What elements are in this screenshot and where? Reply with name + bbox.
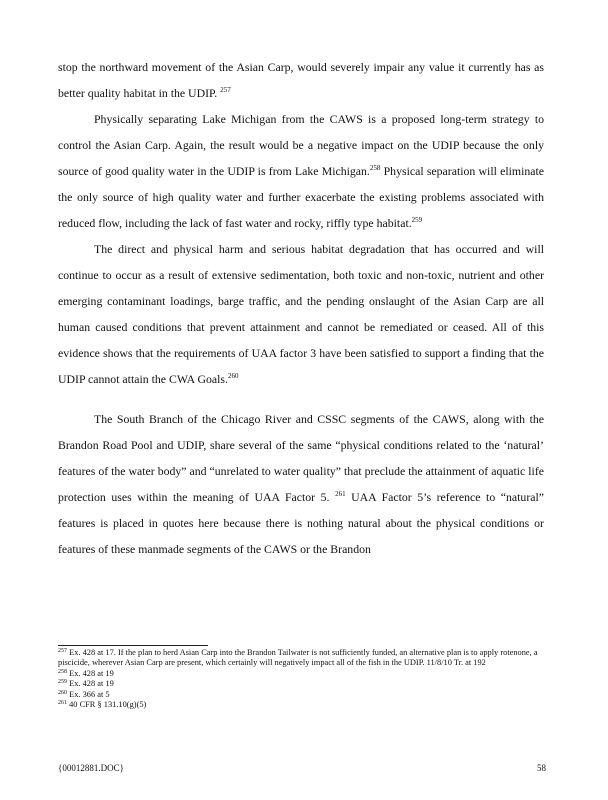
document-id: {00012881.DOC} — [58, 763, 124, 773]
body-text — [58, 54, 544, 562]
footnote-ref-260: 260 — [227, 372, 239, 380]
footnote-divider — [58, 645, 208, 646]
paragraph-1: stop the northward movement of the Asian Carp, would severely impair any value it currently has as better quality habitat in the UDIP. $^{257}$ — [58, 60, 544, 100]
footnote: $^{258}$ Ex. 428 at 19 — [58, 668, 114, 678]
footnotes — [58, 648, 546, 710]
paragraph-2: Physically separating Lake Michigan from the CAWS is a proposed long-term strategy to control the Asian Carp. Again, the result would be a negative impact on the UDIP because the only source of good quality water in the UDIP is from Lake Michigan.$^{258}$ Physical separation will eliminate the only source of high quality water and further exacerbate the existing problems associated with reduced flow, including the lack of fast water and rocky, riffly type habitat.$^{259}$ — [58, 112, 544, 230]
footnote: $^{261}$ 40 CFR § 131.10(g)(5) — [58, 700, 147, 710]
footnote: $^{259}$ Ex. 428 at 19 — [58, 679, 114, 689]
footnote-ref-258: 258 — [369, 164, 381, 172]
footnote: $^{260}$ Ex. 366 at 5 — [58, 689, 110, 699]
footnote-ref-261: 261 — [335, 490, 346, 498]
paragraph-4: The South Branch of the Chicago River and CSSC segments of the CAWS, along with the Brandon Road Pool and UDIP, share several of the same “physical conditions related to the ‘natural’ features of the water body” and “unrelated to water quality” that preclude the attainment of aquatic life protection uses within the meaning of UAA Factor 5. $^{261}$ UAA Factor 5’s reference to “natural” features is placed in quotes here because there is nothing natural about the physical conditions or features of these manmade segments of the CAWS or the Brandon — [58, 412, 544, 556]
footnote-ref-257: 257 — [220, 86, 231, 94]
footnote: $^{257}$ Ex. 428 at 17. If the plan to herd Asian Carp into the Brandon Tailwater is not sufficiently funded, an alternative plan is to apply rotenone, a piscicide, wherever Asian Carp are present, which certainly will negatively impact all of the fish in the UDIP. 11/8/10 Tr. at 192 — [58, 648, 538, 668]
footnote-ref-259: 259 — [411, 216, 423, 224]
page-number: 58 — [537, 763, 546, 773]
paragraph-3: The direct and physical harm and serious habitat degradation that has occurred and will continue to occur as a result of extensive sedimentation, both toxic and non-toxic, nutrient and other emerging contaminant loadings, barge traffic, and the pending onslaught of the Asian Carp are all human caused conditions that prevent attainment and cannot be remediated or ceased. All of this evidence shows that the requirements of UAA factor 3 have been satisfied to support a finding that the UDIP cannot attain the CWA Goals.$^{260}$ — [58, 242, 544, 386]
page-footer — [58, 763, 546, 773]
